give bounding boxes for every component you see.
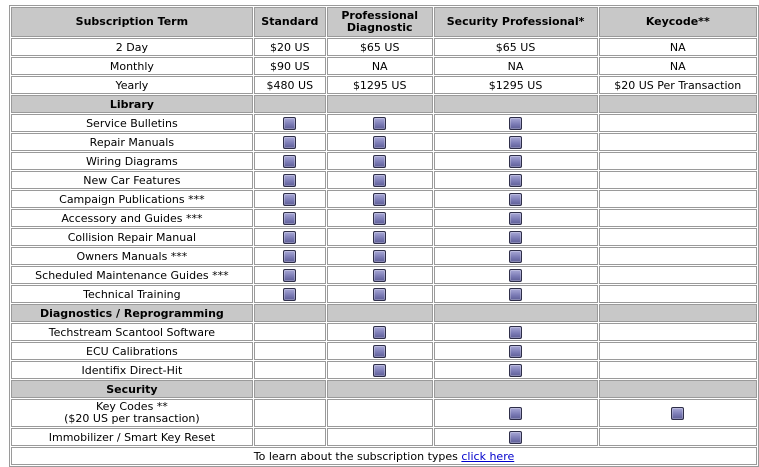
included-checkbox-icon	[509, 155, 522, 168]
footer-text: To learn about the subscription types	[253, 449, 462, 463]
subscription-comparison-table	[9, 5, 759, 467]
pricing-standard: $90 US	[254, 57, 326, 75]
included-checkbox-icon	[509, 174, 522, 187]
feature-label-keycodes	[11, 399, 253, 427]
included-checkbox-icon	[373, 155, 386, 168]
pricing-security: NA	[434, 57, 598, 75]
header-row	[11, 7, 757, 37]
pricing-keycode: $20 US Per Transaction	[599, 76, 757, 94]
included-checkbox-icon	[283, 288, 296, 301]
pricing-standard: $20 US	[254, 38, 326, 56]
feature-label: ECU Calibrations	[11, 342, 253, 360]
feature-label: Identifix Direct-Hit	[11, 361, 253, 379]
feature-row	[11, 361, 757, 379]
included-checkbox-icon	[373, 364, 386, 377]
pricing-pro: $65 US	[327, 38, 433, 56]
feature-row	[11, 152, 757, 170]
section-title: Diagnostics / Reprogramming	[11, 304, 253, 322]
included-checkbox-icon	[373, 231, 386, 244]
included-checkbox-icon	[283, 193, 296, 206]
included-checkbox-icon	[509, 193, 522, 206]
included-checkbox-icon	[509, 288, 522, 301]
header-security-professional: Security Professional*	[434, 7, 598, 37]
feature-label: Owners Manuals ***	[11, 247, 253, 265]
feature-row	[11, 114, 757, 132]
section-title: Library	[11, 95, 253, 113]
section-security	[11, 380, 757, 398]
included-checkbox-icon	[509, 250, 522, 263]
included-checkbox-icon	[509, 431, 522, 444]
included-checkbox-icon	[509, 364, 522, 377]
section-diagnostics	[11, 304, 757, 322]
included-checkbox-icon	[283, 250, 296, 263]
pricing-security: $65 US	[434, 38, 598, 56]
included-checkbox-icon	[509, 231, 522, 244]
feature-row	[11, 342, 757, 360]
included-checkbox-icon	[373, 136, 386, 149]
feature-row	[11, 428, 757, 446]
feature-row	[11, 190, 757, 208]
footer-row	[11, 447, 757, 465]
keycodes-line1: Key Codes **	[95, 400, 168, 413]
included-checkbox-icon	[509, 269, 522, 282]
included-checkbox-icon	[509, 407, 522, 420]
pricing-row	[11, 76, 757, 94]
pricing-term: 2 Day	[11, 38, 253, 56]
feature-row	[11, 323, 757, 341]
feature-label: Immobilizer / Smart Key Reset	[11, 428, 253, 446]
subscription-table-container	[9, 5, 759, 467]
included-checkbox-icon	[509, 117, 522, 130]
pricing-standard: $480 US	[254, 76, 326, 94]
included-checkbox-icon	[373, 174, 386, 187]
feature-label: New Car Features	[11, 171, 253, 189]
header-keycode: Keycode**	[599, 7, 757, 37]
feature-label: Wiring Diagrams	[11, 152, 253, 170]
feature-label: Service Bulletins	[11, 114, 253, 132]
header-standard: Standard	[254, 7, 326, 37]
feature-row	[11, 171, 757, 189]
pricing-security: $1295 US	[434, 76, 598, 94]
included-checkbox-icon	[373, 326, 386, 339]
footer-cell	[11, 447, 757, 465]
pricing-row	[11, 38, 757, 56]
header-term: Subscription Term	[11, 7, 253, 37]
included-checkbox-icon	[373, 193, 386, 206]
pricing-pro: $1295 US	[327, 76, 433, 94]
included-checkbox-icon	[283, 212, 296, 225]
feature-row	[11, 399, 757, 427]
keycodes-line2: ($20 US per transaction)	[64, 412, 200, 425]
pricing-row	[11, 57, 757, 75]
included-checkbox-icon	[283, 231, 296, 244]
included-checkbox-icon	[373, 269, 386, 282]
pricing-keycode: NA	[599, 38, 757, 56]
included-checkbox-icon	[373, 345, 386, 358]
included-checkbox-icon	[283, 174, 296, 187]
feature-row	[11, 266, 757, 284]
header-professional-diagnostic	[327, 7, 433, 37]
included-checkbox-icon	[373, 212, 386, 225]
included-checkbox-icon	[373, 117, 386, 130]
feature-label: Repair Manuals	[11, 133, 253, 151]
feature-row	[11, 247, 757, 265]
included-checkbox-icon	[283, 117, 296, 130]
section-library	[11, 95, 757, 113]
feature-label: Scheduled Maintenance Guides ***	[11, 266, 253, 284]
header-pro-line1: Professional	[341, 9, 419, 22]
included-checkbox-icon	[671, 407, 684, 420]
pricing-pro: NA	[327, 57, 433, 75]
pricing-keycode: NA	[599, 57, 757, 75]
included-checkbox-icon	[373, 288, 386, 301]
pricing-term: Yearly	[11, 76, 253, 94]
feature-row	[11, 285, 757, 303]
included-checkbox-icon	[283, 136, 296, 149]
feature-label: Accessory and Guides ***	[11, 209, 253, 227]
feature-row	[11, 228, 757, 246]
pricing-term: Monthly	[11, 57, 253, 75]
included-checkbox-icon	[509, 345, 522, 358]
section-title: Security	[11, 380, 253, 398]
feature-label: Collision Repair Manual	[11, 228, 253, 246]
included-checkbox-icon	[509, 136, 522, 149]
feature-label: Technical Training	[11, 285, 253, 303]
feature-row	[11, 209, 757, 227]
included-checkbox-icon	[509, 326, 522, 339]
included-checkbox-icon	[283, 155, 296, 168]
included-checkbox-icon	[373, 250, 386, 263]
included-checkbox-icon	[283, 269, 296, 282]
feature-row	[11, 133, 757, 151]
included-checkbox-icon	[509, 212, 522, 225]
feature-label: Campaign Publications ***	[11, 190, 253, 208]
subscription-types-link[interactable]: click here	[461, 449, 515, 463]
feature-label: Techstream Scantool Software	[11, 323, 253, 341]
header-pro-line2: Diagnostic	[346, 21, 413, 34]
